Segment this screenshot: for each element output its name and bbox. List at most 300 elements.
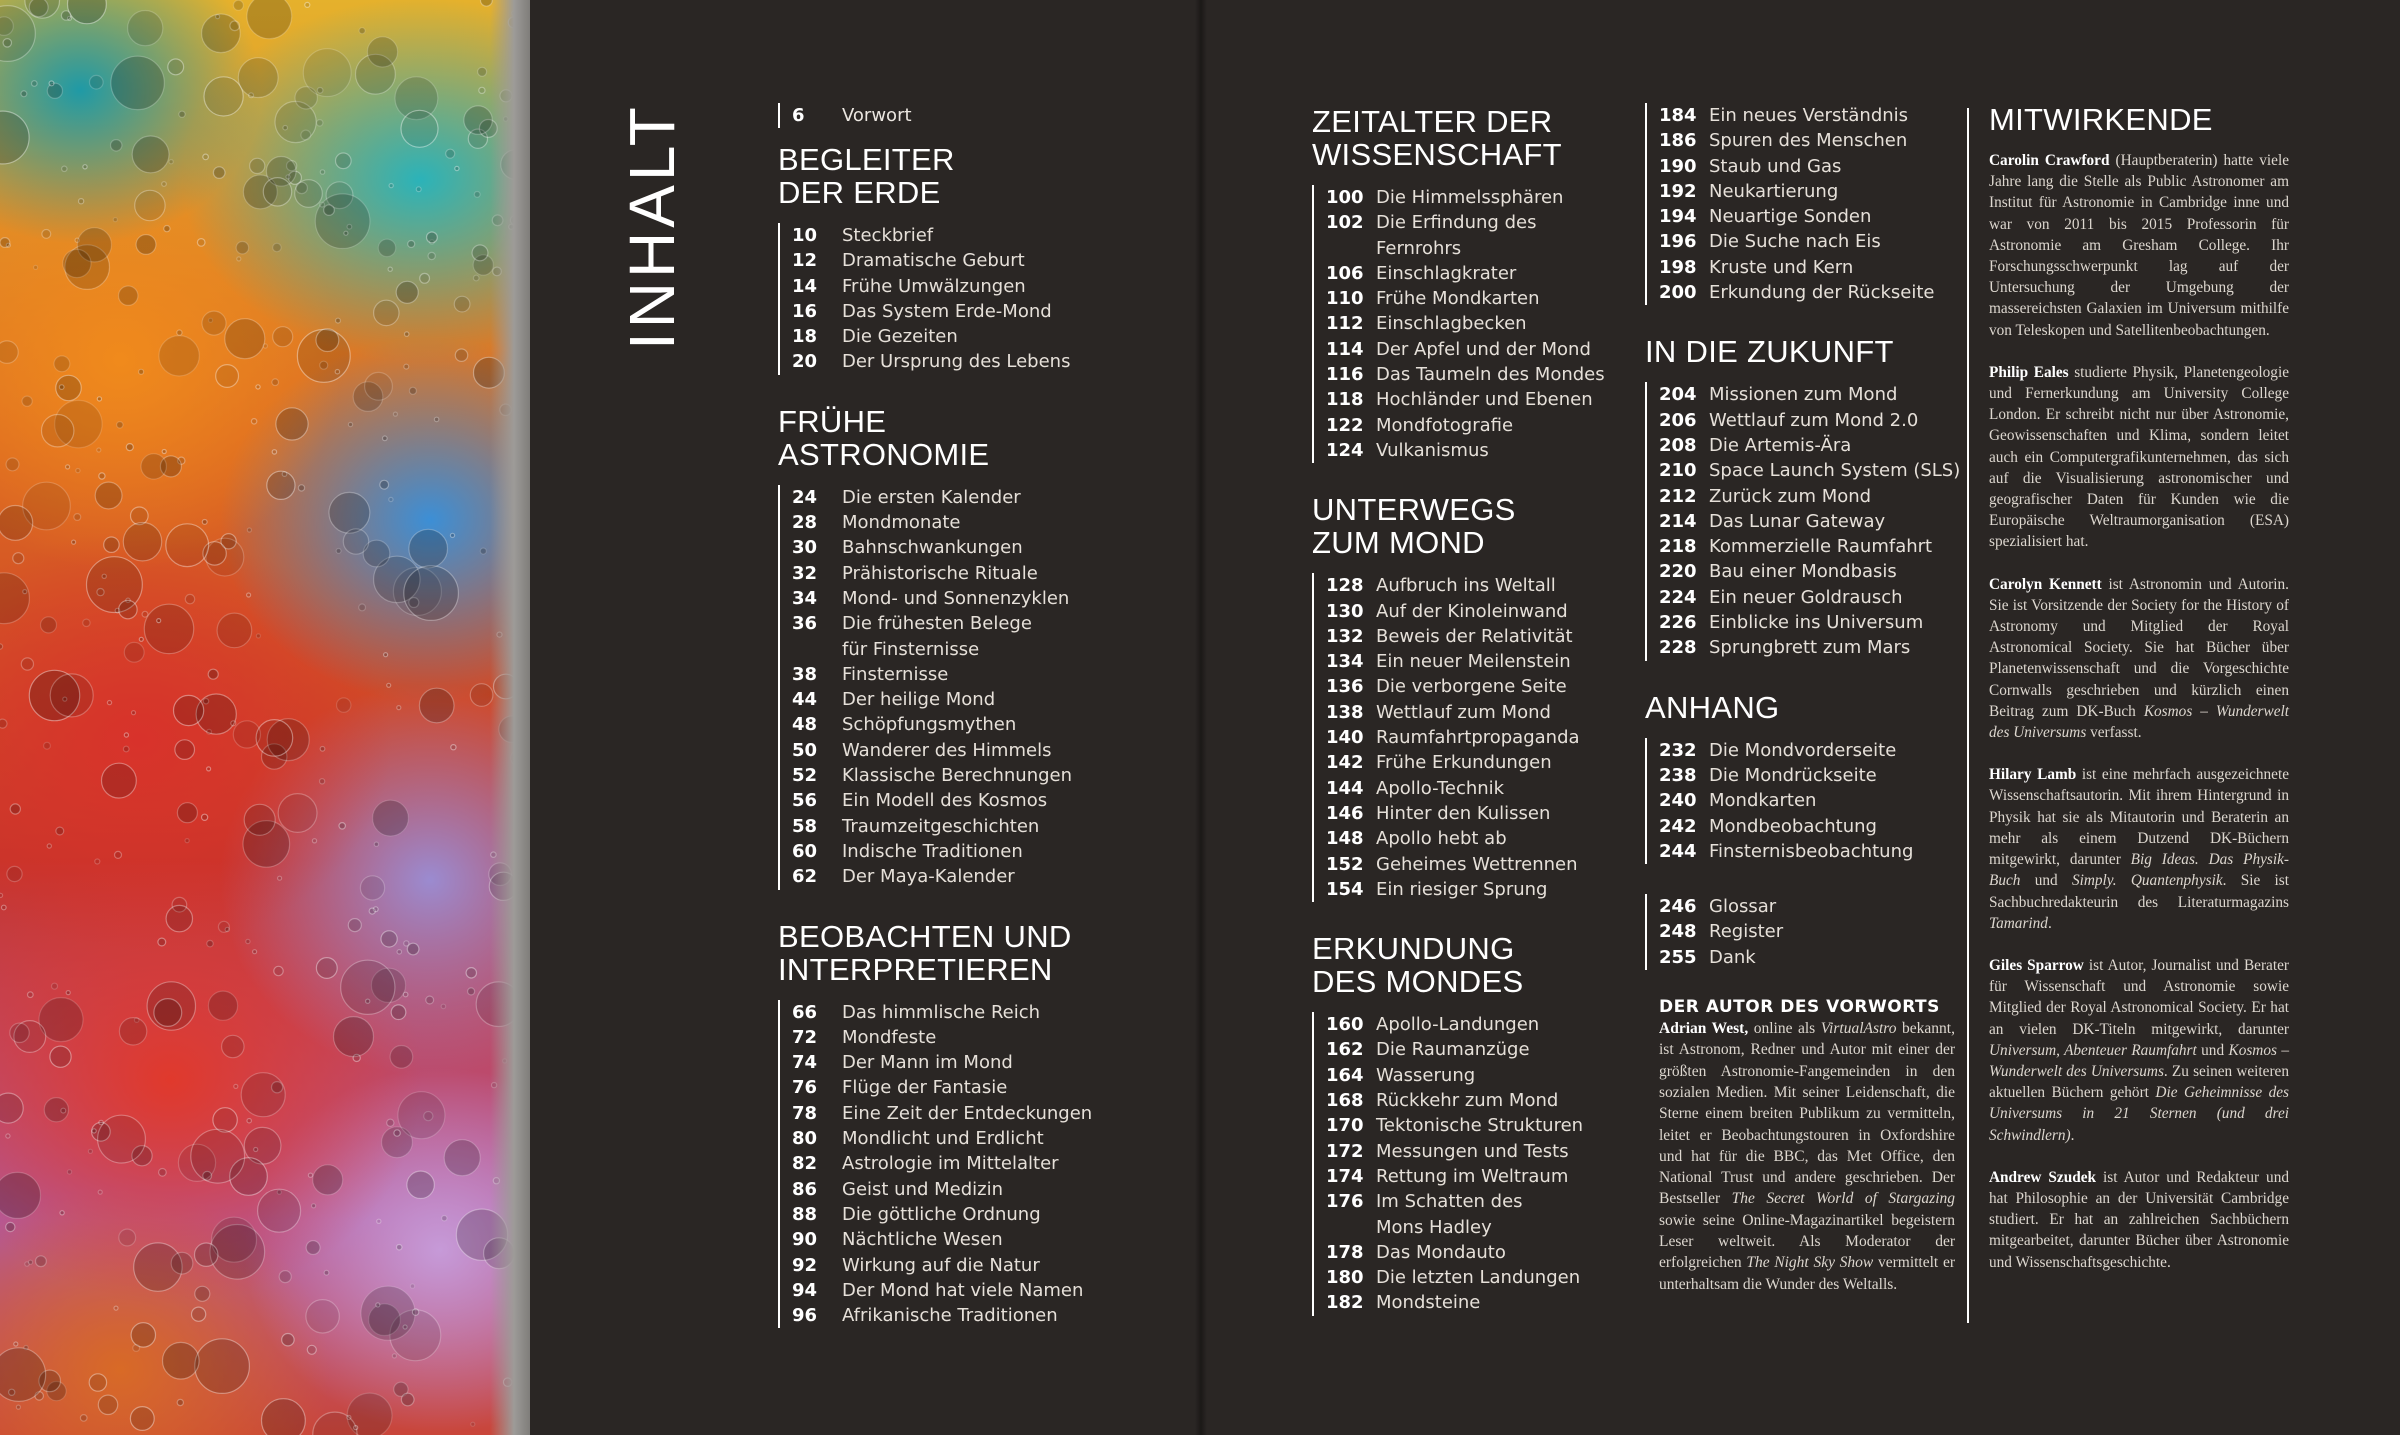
crater — [279, 1271, 291, 1283]
crater — [3, 39, 11, 47]
crater — [98, 1115, 146, 1163]
crater — [247, 1119, 251, 1123]
toc-entry[interactable] — [792, 662, 1078, 687]
text-run: ist Autor und Redakteur und hat Philosophie an der Universität Cambridge studiert. Er hat an zahlreichen Sachbüchern mitgearbeitet, darunter Bücher über Astronomie und Wissenschaftsgeschichte. — [1989, 1168, 2289, 1271]
crater — [256, 634, 260, 638]
crater — [391, 1005, 406, 1020]
page-number: 146 — [1326, 802, 1364, 824]
crater — [339, 823, 345, 829]
entry-label: für Finsternisse — [842, 638, 980, 660]
crater — [0, 644, 3, 649]
toc-entry[interactable] — [792, 1253, 1078, 1278]
crater — [60, 1211, 64, 1215]
contributor-name: Carolyn Kennett — [1989, 575, 2102, 593]
crater — [337, 698, 351, 712]
page-number: 48 — [792, 714, 818, 736]
toc-entry[interactable] — [792, 510, 1078, 535]
crater — [247, 528, 251, 532]
toc-entry[interactable] — [792, 1278, 1084, 1303]
toc-entry[interactable] — [1659, 128, 1963, 153]
page-number: 12 — [792, 250, 818, 272]
toc-entry[interactable] — [1326, 311, 1632, 336]
toc-entry[interactable] — [1326, 1164, 1632, 1189]
section-title-line: INTERPRETIEREN — [778, 951, 1053, 987]
toc-entry[interactable] — [1326, 185, 1632, 210]
toc-entry[interactable] — [1659, 280, 1963, 305]
toc-entry[interactable] — [1659, 484, 1963, 509]
toc-entry[interactable] — [792, 561, 1078, 586]
text-run: verfasst. — [2086, 724, 2142, 742]
contributor-sparrow — [1989, 955, 2289, 1146]
toc-entry[interactable] — [1659, 534, 1963, 559]
toc-entry[interactable] — [1326, 700, 1632, 725]
entry-label: Register — [1709, 921, 1784, 943]
crater — [159, 336, 199, 376]
toc-entry[interactable] — [792, 299, 1078, 324]
crater — [111, 56, 164, 109]
toc-entry[interactable] — [1326, 387, 1632, 412]
page-number: 168 — [1326, 1090, 1364, 1112]
toc-entry — [1326, 236, 1632, 261]
page-number: 74 — [792, 1052, 818, 1074]
author-name: Adrian West, — [1659, 1020, 1749, 1038]
toc-entry[interactable] — [792, 1227, 1078, 1252]
page-number: 6 — [792, 105, 805, 126]
crater — [273, 243, 281, 251]
toc-entry[interactable] — [1326, 826, 1632, 851]
crater — [141, 454, 166, 479]
toc-entry[interactable] — [1659, 458, 1963, 483]
italic-run: Kosmos – Wunderwelt des Universums — [1989, 702, 2289, 742]
contributor-name: Giles Sparrow — [1989, 956, 2084, 974]
entry-label: Mondbeobachtung — [1709, 815, 1877, 837]
crater — [479, 87, 485, 93]
entry-label: Der heilige Mond — [842, 689, 996, 711]
toc-entry[interactable] — [792, 611, 1078, 636]
crater — [54, 356, 70, 372]
crater — [397, 1245, 402, 1250]
crater — [168, 59, 184, 75]
text-run: (Hauptberaterin) hatte viele Jahre lang die Stelle als Public Astronomer am Institut für Astronomie in Cambridge inne und war von 2011 bis 2015 Professorin für Astronomie am Gresham College. Ihr Forschungsschwerpunkt lag auf der Untersuchung der Umgebung der massereichsten Galaxien im Universum mithilfe von Teleskopen und Satellitenbeobachtungen. — [1989, 152, 2289, 339]
toc-entry[interactable] — [792, 738, 1078, 763]
page-number: 176 — [1326, 1191, 1364, 1213]
crater — [102, 763, 137, 798]
toc-entry[interactable] — [1326, 725, 1632, 750]
crater — [97, 448, 101, 452]
toc-entry[interactable] — [792, 248, 1078, 273]
toc-entry[interactable] — [1326, 1088, 1632, 1113]
toc-entry[interactable] — [1659, 382, 1963, 407]
entry-label: Die Erfindung des — [1376, 212, 1537, 234]
crater — [426, 996, 434, 1004]
crater — [317, 120, 323, 126]
section-title — [1645, 691, 1963, 724]
crater — [42, 415, 74, 447]
crater — [420, 273, 430, 283]
toc-entry[interactable] — [1326, 852, 1632, 877]
page-number: 118 — [1326, 389, 1364, 411]
toc-entry[interactable] — [792, 864, 1078, 889]
entry-label: Im Schatten des — [1376, 1191, 1523, 1213]
toc-section — [1312, 105, 1632, 463]
toc-entry[interactable] — [792, 586, 1078, 611]
contributor-szudek — [1989, 1167, 2289, 1273]
toc-entry[interactable] — [792, 1202, 1078, 1227]
section-title-line: ASTRONOMIE — [778, 436, 990, 472]
contributor-name: Hilary Lamb — [1989, 766, 2077, 784]
toc-entry[interactable] — [792, 763, 1078, 788]
toc-entry[interactable] — [1659, 229, 1963, 254]
section-title-line: IN DIE ZUKUNFT — [1645, 334, 1894, 370]
section-title — [778, 920, 1078, 986]
crater — [0, 719, 7, 728]
crater — [107, 701, 111, 705]
toc-entry[interactable] — [1326, 1265, 1632, 1290]
crater — [282, 1334, 294, 1346]
crater — [301, 130, 311, 140]
text-run: . Zu seinen weiteren aktuellen Büchern gehört — [1989, 1062, 2289, 1102]
text-run: und — [2196, 1041, 2229, 1059]
toc-entry[interactable] — [1326, 624, 1632, 649]
contributor-eales — [1989, 362, 2289, 553]
toc-entry[interactable] — [792, 1126, 1078, 1151]
crater — [67, 1170, 71, 1174]
crater — [76, 469, 80, 473]
crater — [0, 238, 10, 248]
text-run: online als — [1748, 1020, 1821, 1038]
crater — [478, 67, 487, 76]
toc-entry[interactable] — [1326, 674, 1632, 699]
crater — [197, 239, 205, 247]
toc-entry[interactable] — [1326, 1189, 1632, 1214]
section-title — [778, 143, 1078, 209]
toc-entry[interactable] — [1659, 408, 1963, 433]
toc-entry[interactable] — [1659, 839, 1963, 864]
italic-run: Kosmos – Wunderwelt des Universums — [1989, 1041, 2289, 1080]
crater — [98, 1190, 102, 1194]
crater — [376, 1303, 380, 1307]
crater — [263, 178, 291, 206]
text-run: . — [2070, 1126, 2075, 1144]
toc-entry[interactable] — [1659, 585, 1963, 610]
entry-label: Ein Modell des Kosmos — [842, 790, 1048, 812]
crater — [329, 492, 370, 533]
page-number: 50 — [792, 739, 818, 761]
entry-label: Wettlauf zum Mond 2.0 — [1709, 409, 1919, 431]
crater — [388, 267, 392, 271]
entry-label: Neuartige Sonden — [1709, 206, 1872, 228]
crater — [157, 619, 161, 623]
entry-label: Rettung im Weltraum — [1376, 1165, 1569, 1187]
crater — [177, 803, 197, 823]
crater — [207, 940, 213, 946]
crater — [441, 1004, 445, 1008]
crater — [10, 804, 20, 814]
crater — [22, 396, 32, 406]
entry-label: Der Mann im Mond — [842, 1052, 1013, 1074]
entry-label: Zurück zum Mond — [1709, 485, 1872, 507]
page-number: 152 — [1326, 853, 1364, 875]
toc-entry[interactable] — [1326, 649, 1632, 674]
page-number: 212 — [1659, 485, 1697, 507]
crater — [32, 81, 38, 87]
toc-entry[interactable] — [1326, 261, 1632, 286]
toc-entry[interactable] — [1326, 573, 1632, 598]
toc-entry[interactable] — [1659, 788, 1963, 813]
crater — [44, 742, 51, 749]
page-number: 34 — [792, 587, 818, 609]
entry-label: Beweis der Relativität — [1376, 625, 1573, 647]
toc-entry[interactable] — [792, 788, 1078, 813]
page-number: 138 — [1326, 701, 1364, 723]
crater — [466, 968, 476, 978]
toc-entry[interactable] — [1326, 801, 1632, 826]
toc-entry[interactable] — [1326, 1037, 1632, 1062]
page-number: 134 — [1326, 651, 1364, 673]
crater — [256, 720, 293, 757]
toc-entry[interactable] — [1326, 286, 1632, 311]
crater — [377, 1219, 381, 1223]
crater — [132, 136, 169, 173]
entry-label: Mondlicht und Erdlicht — [842, 1128, 1044, 1150]
page-number: 112 — [1326, 313, 1364, 335]
page-number: 218 — [1659, 536, 1697, 558]
toc-entry[interactable] — [1326, 413, 1632, 438]
toc-entry[interactable] — [792, 223, 1078, 248]
page-number: 82 — [792, 1153, 818, 1175]
toc-entry[interactable] — [1659, 894, 1963, 919]
toc-entry[interactable] — [1659, 919, 1963, 944]
crater — [162, 182, 167, 187]
page-number: 164 — [1326, 1064, 1364, 1086]
entry-label: Bahnschwankungen — [842, 537, 1023, 559]
toc-entry[interactable] — [792, 1151, 1078, 1176]
entry-label: Mondfeste — [842, 1026, 937, 1048]
page-number: 20 — [792, 351, 818, 373]
toc-entry[interactable] — [1659, 814, 1963, 839]
crater — [66, 991, 70, 995]
crater — [262, 1399, 306, 1435]
toc-entry[interactable] — [792, 839, 1078, 864]
text-run: ist Astronomin und Autorin. Sie ist Vorsitzende der Society for the History of Astronomy und Mitglied der Royal Astronomical Society. Sie hat Bücher über Planetenwissenschaft und die Vorgeschichte Cornwalls geschrieben und kürzlich einen Beitrag zum DK-Buch — [1989, 575, 2289, 720]
crater — [95, 859, 100, 864]
crater — [344, 231, 348, 235]
entry-label: Geheimes Wettrennen — [1376, 853, 1578, 875]
crater — [320, 779, 325, 784]
toc-entry[interactable] — [1659, 179, 1963, 204]
crater — [95, 482, 122, 509]
toc-entry-list — [778, 1000, 1093, 1329]
toc-entry[interactable] — [792, 1025, 1078, 1050]
toc-entry[interactable] — [1326, 438, 1632, 463]
toc-entry[interactable] — [792, 1303, 1078, 1328]
crater — [387, 1119, 394, 1126]
toc-entry[interactable] — [1326, 1240, 1632, 1265]
crater — [166, 905, 192, 931]
toc-entry[interactable] — [1326, 362, 1632, 387]
crater — [237, 257, 241, 261]
crater — [0, 6, 35, 62]
crater — [263, 344, 267, 348]
crater — [158, 938, 166, 946]
moon-surface-image — [0, 0, 530, 1435]
crater — [233, 0, 243, 10]
crater — [373, 800, 409, 836]
crater — [131, 1323, 155, 1347]
entry-label: Der Maya-Kalender — [842, 866, 1015, 888]
page-number: 178 — [1326, 1241, 1364, 1263]
toc-entry[interactable] — [792, 687, 1078, 712]
crater — [28, 992, 34, 998]
crater — [142, 611, 148, 617]
toc-column-1 — [778, 103, 1093, 1358]
toc-entry[interactable] — [1326, 1113, 1632, 1138]
page-number: 66 — [792, 1001, 818, 1023]
toc-entry[interactable] — [792, 274, 1078, 299]
toc-entry[interactable] — [1659, 255, 1963, 280]
page-number: 114 — [1326, 338, 1364, 360]
toc-entry[interactable] — [792, 1101, 1093, 1126]
page-number: 192 — [1659, 180, 1697, 202]
toc-entry[interactable] — [1326, 1012, 1632, 1037]
crater — [25, 0, 60, 18]
toc-entry[interactable] — [792, 1000, 1078, 1025]
toc-entry[interactable] — [1659, 433, 1963, 458]
crater — [202, 311, 226, 335]
crater — [171, 1252, 193, 1274]
page-number: 240 — [1659, 790, 1697, 812]
crater — [272, 450, 276, 454]
entry-label: Hinter den Kulissen — [1376, 802, 1551, 824]
toc-entry[interactable] — [1326, 1290, 1632, 1315]
text-run: und — [2020, 872, 2072, 890]
toc-entry-list — [1312, 1012, 1632, 1316]
page-number: 238 — [1659, 764, 1697, 786]
toc-entry[interactable] — [1659, 559, 1963, 584]
crater — [409, 529, 448, 568]
toc-entry[interactable] — [792, 349, 1078, 374]
section-title-line: BEOBACHTEN UND — [778, 918, 1072, 954]
toc-entry-vorwort[interactable] — [778, 103, 1078, 128]
toc-entry[interactable] — [1659, 610, 1963, 635]
crater — [50, 1046, 71, 1067]
page-number: 88 — [792, 1203, 818, 1225]
page-number: 220 — [1659, 561, 1697, 583]
crater — [278, 794, 317, 833]
crater — [455, 166, 459, 170]
contributor-kennett — [1989, 574, 2289, 744]
crater — [63, 249, 91, 277]
toc-entry[interactable] — [1659, 945, 1963, 970]
crater — [320, 170, 324, 174]
crater — [296, 182, 307, 193]
entry-label: Messungen und Tests — [1376, 1140, 1569, 1162]
section-title-line: ERKUNDUNG — [1312, 931, 1515, 967]
toc-entry[interactable] — [1326, 1139, 1632, 1164]
page-number: 52 — [792, 765, 818, 787]
crater — [446, 149, 455, 158]
toc-entry[interactable] — [1326, 337, 1632, 362]
crater — [251, 419, 256, 424]
crater — [218, 921, 229, 932]
italic-run: Simply. Quantenphysik — [2071, 872, 2223, 890]
crater — [36, 1256, 47, 1267]
crater — [374, 842, 378, 846]
crater — [348, 422, 352, 426]
crater — [126, 444, 133, 451]
page-number — [1326, 1215, 1376, 1240]
crater — [123, 523, 161, 561]
toc-entry[interactable] — [1659, 154, 1963, 179]
toc-entry[interactable] — [792, 814, 1078, 839]
toc-entry[interactable] — [792, 1075, 1078, 1100]
foreword-author-title: DER AUTOR DES VORWORTS — [1659, 997, 1940, 1018]
toc-entry[interactable] — [1326, 1063, 1632, 1088]
toc-entry[interactable] — [792, 1177, 1078, 1202]
page-number: 76 — [792, 1077, 818, 1099]
text-run: sowie seine Online-Magazinartikel begeistern Leser weltweit. Als Moderator der erfolgreichen — [1659, 1211, 1955, 1272]
toc-entry[interactable] — [1326, 210, 1632, 235]
crater — [365, 372, 393, 400]
crater — [408, 241, 415, 248]
toc-entry[interactable] — [1659, 763, 1963, 788]
toc-entry[interactable] — [1659, 204, 1963, 229]
toc-entry[interactable] — [1659, 103, 1963, 128]
toc-entry[interactable] — [792, 324, 1078, 349]
toc-entry[interactable] — [1659, 509, 1963, 534]
crater — [97, 397, 101, 401]
page-number: 204 — [1659, 384, 1697, 406]
toc-entry[interactable] — [1659, 635, 1963, 660]
text-run: . — [2047, 914, 2052, 932]
toc-entry[interactable] — [1326, 599, 1632, 624]
crater — [308, 1173, 312, 1177]
crater — [124, 733, 128, 737]
crater — [398, 1092, 445, 1139]
page-number: 116 — [1326, 364, 1364, 386]
crater — [278, 876, 282, 880]
toc-entry[interactable] — [792, 485, 1078, 510]
toc-entry[interactable] — [1326, 776, 1632, 801]
page-number: 28 — [792, 512, 818, 534]
toc-entry[interactable] — [1326, 750, 1632, 775]
section-title — [1645, 335, 1963, 368]
entry-label: Frühe Mondkarten — [1376, 288, 1540, 310]
toc-entry[interactable] — [792, 712, 1078, 737]
crater — [316, 329, 339, 352]
toc-section — [1312, 932, 1632, 1316]
entry-label: Das System Erde-Mond — [842, 300, 1052, 322]
entry-label: Aufbruch ins Weltall — [1376, 575, 1556, 597]
crater — [111, 140, 122, 151]
toc-entry-list — [1312, 573, 1632, 902]
crater — [412, 1309, 418, 1315]
toc-entry[interactable] — [1326, 877, 1632, 902]
toc-section — [1645, 691, 1963, 864]
entry-label: Einblicke ins Universum — [1709, 612, 1924, 634]
entry-label: Dank — [1709, 946, 1756, 968]
entry-label: Der Apfel und der Mond — [1376, 338, 1591, 360]
entry-label: Die Himmelssphären — [1376, 187, 1564, 208]
entry-label: Dramatische Geburt — [842, 250, 1025, 272]
crater — [119, 286, 138, 305]
toc-entry[interactable] — [792, 535, 1078, 560]
toc-entry[interactable] — [1659, 738, 1963, 763]
crater — [407, 1171, 434, 1198]
page-number: 142 — [1326, 752, 1364, 774]
crater — [83, 619, 90, 626]
toc-entry[interactable] — [792, 1050, 1078, 1075]
